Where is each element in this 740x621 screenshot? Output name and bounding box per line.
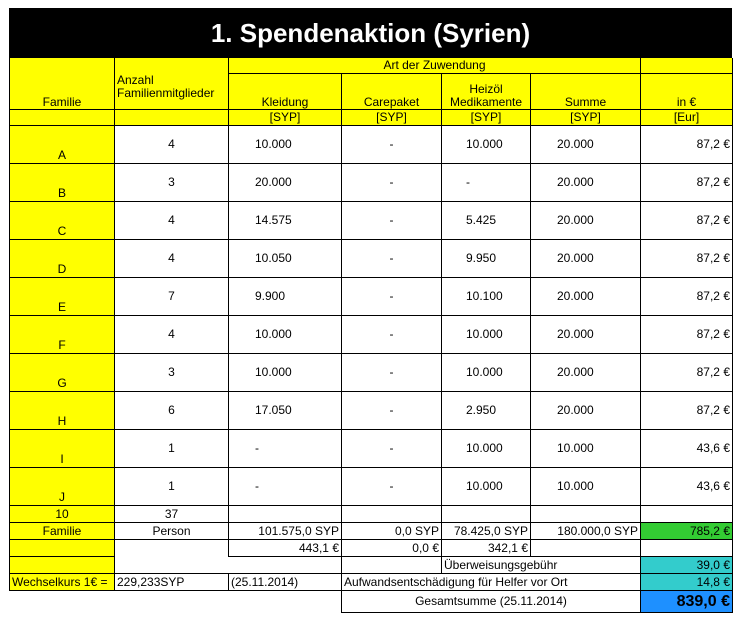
kleidung-cell: 10.000 [229,354,342,392]
total-carepaket-eur: 0,0 € [342,540,442,557]
eur-cell: 87,2 € [641,164,733,202]
kleidung-cell: 14.575 [229,202,342,240]
heizoel-cell: 10.000 [442,468,531,506]
header-cell [10,58,115,74]
empty-cell [10,557,115,574]
table-row [10,354,733,392]
header-row-group [10,58,733,74]
aufwand-label: Aufwandsentschädigung für Helfer vor Ort [342,574,641,591]
summe-cell: 20.000 [531,202,641,240]
kleidung-cell: 20.000 [229,164,342,202]
eur-cell: 43,6 € [641,468,733,506]
unit-carepaket: [SYP] [342,110,442,126]
eur-cell: 87,2 € [641,354,733,392]
wechselkurs-value: 229,233SYP [115,574,229,591]
summe-cell: 20.000 [531,126,641,164]
summe-cell: 20.000 [531,164,641,202]
empty-cell [115,591,229,613]
familie-count: 10 [10,506,115,523]
heizoel-cell: 10.000 [442,126,531,164]
total-summe-syp: 180.000,0 SYP [531,523,641,540]
heizoel-cell: 5.425 [442,202,531,240]
col-header-familie: Familie [10,74,115,110]
header-cell [641,58,733,74]
anzahl-cell: 4 [115,126,229,164]
table-row [10,430,733,468]
kleidung-cell: - [229,430,342,468]
anzahl-cell: 4 [115,240,229,278]
eur-cell: 87,2 € [641,316,733,354]
familie-cell: D [10,240,115,278]
person-label: Person [115,523,229,540]
table-row [10,126,733,164]
col-header-heizoel-line1: Heizöl [469,82,503,96]
table-row [10,392,733,430]
familie-cell: E [10,278,115,316]
kleidung-cell: 10.000 [229,126,342,164]
total-heizoel-syp: 78.425,0 SYP [442,523,531,540]
col-header-anzahl [115,74,229,110]
totals-row-1 [10,506,733,523]
carepaket-cell: - [342,240,442,278]
col-header-anzahl-line1: Anzahl [117,73,154,87]
familie-cell: G [10,354,115,392]
familie-cell: I [10,430,115,468]
carepaket-cell: - [342,278,442,316]
heizoel-cell: 10.000 [442,354,531,392]
heizoel-cell: 10.100 [442,278,531,316]
eur-cell: 87,2 € [641,392,733,430]
ueberweisung-label: Überweisungsgebühr [442,557,641,574]
unit-cell [10,110,115,126]
kleidung-cell: 17.050 [229,392,342,430]
empty-cell [10,540,115,557]
kleidung-cell: - [229,468,342,506]
carepaket-cell: - [342,468,442,506]
col-header-eur: in € [641,74,733,110]
familie-label: Familie [10,523,115,540]
total-eur: 785,2 € [641,523,733,540]
summe-cell: 20.000 [531,392,641,430]
unit-eur: [Eur] [641,110,733,126]
kleidung-cell: 9.900 [229,278,342,316]
anzahl-cell: 1 [115,468,229,506]
col-header-kleidung: Kleidung [229,74,342,110]
person-count: 37 [115,506,229,523]
col-header-carepaket: Carepaket [342,74,442,110]
aufwand-value: 14,8 € [641,574,733,591]
unit-heizoel: [SYP] [442,110,531,126]
carepaket-cell: - [342,430,442,468]
gesamt-value: 839,0 € [641,591,733,613]
total-kleidung-eur: 443,1 € [229,540,342,557]
summe-cell: 20.000 [531,354,641,392]
familie-cell: B [10,164,115,202]
eur-cell: 87,2 € [641,126,733,164]
summe-cell: 10.000 [531,468,641,506]
carepaket-cell: - [342,164,442,202]
heizoel-cell: 9.950 [442,240,531,278]
carepaket-cell: - [342,126,442,164]
empty-cell [342,506,442,523]
eur-cell: 87,2 € [641,202,733,240]
gesamt-label: Gesamtsumme (25.11.2014) [342,591,641,613]
group-header: Art der Zuwendung [229,58,641,74]
col-header-heizoel-line2: Medikamente [449,95,523,109]
carepaket-cell: - [342,316,442,354]
summe-cell: 10.000 [531,430,641,468]
header-cell [115,58,229,74]
table-row [10,468,733,506]
anzahl-cell: 6 [115,392,229,430]
heizoel-cell: 10.000 [442,430,531,468]
unit-summe: [SYP] [531,110,641,126]
col-header-summe: Summe [531,74,641,110]
anzahl-cell: 3 [115,354,229,392]
empty-cell [229,557,342,574]
anzahl-cell: 4 [115,316,229,354]
empty-cell [342,557,442,574]
eur-cell: 43,6 € [641,430,733,468]
fee-row-aufwand [10,574,733,591]
summe-cell: 20.000 [531,240,641,278]
donation-table [9,58,733,613]
heizoel-cell: - [442,164,531,202]
carepaket-cell: - [342,392,442,430]
empty-cell [641,506,733,523]
wechselkurs-date: (25.11.2014) [229,574,342,591]
anzahl-cell: 1 [115,430,229,468]
col-header-heizoel [442,74,531,110]
empty-cell [10,591,115,613]
empty-cell [641,540,733,557]
eur-cell: 87,2 € [641,278,733,316]
table-row [10,278,733,316]
unit-kleidung: [SYP] [229,110,342,126]
familie-cell: C [10,202,115,240]
header-row-columns [10,74,733,110]
anzahl-cell: 3 [115,164,229,202]
empty-cell [115,557,229,574]
familie-cell: J [10,468,115,506]
anzahl-cell: 7 [115,278,229,316]
empty-cell [229,591,342,613]
familie-cell: F [10,316,115,354]
totals-row-3 [10,540,733,557]
heizoel-cell: 2.950 [442,392,531,430]
total-heizoel-eur: 342,1 € [442,540,531,557]
unit-cell [115,110,229,126]
familie-cell: A [10,126,115,164]
carepaket-cell: - [342,202,442,240]
wechselkurs-label: Wechselkurs 1€ = [10,574,115,591]
fee-row-ueberweisung [10,557,733,574]
heizoel-cell: 10.000 [442,316,531,354]
kleidung-cell: 10.000 [229,316,342,354]
totals-row-2 [10,523,733,540]
empty-cell [531,506,641,523]
empty-cell [531,540,641,557]
table-row [10,164,733,202]
familie-cell: H [10,392,115,430]
summe-cell: 20.000 [531,278,641,316]
empty-cell [115,540,229,557]
header-row-units [10,110,733,126]
ueberweisung-value: 39,0 € [641,557,733,574]
empty-cell [229,506,342,523]
col-header-anzahl-line2: Familienmitglieder [117,85,215,100]
carepaket-cell: - [342,354,442,392]
table-row [10,316,733,354]
table-row [10,202,733,240]
gesamt-row [10,591,733,613]
table-row [10,240,733,278]
page-title: 1. Spendenaktion (Syrien) [9,8,732,58]
total-carepaket-syp: 0,0 SYP [342,523,442,540]
total-kleidung-syp: 101.575,0 SYP [229,523,342,540]
empty-cell [442,506,531,523]
eur-cell: 87,2 € [641,240,733,278]
summe-cell: 20.000 [531,316,641,354]
anzahl-cell: 4 [115,202,229,240]
kleidung-cell: 10.050 [229,240,342,278]
